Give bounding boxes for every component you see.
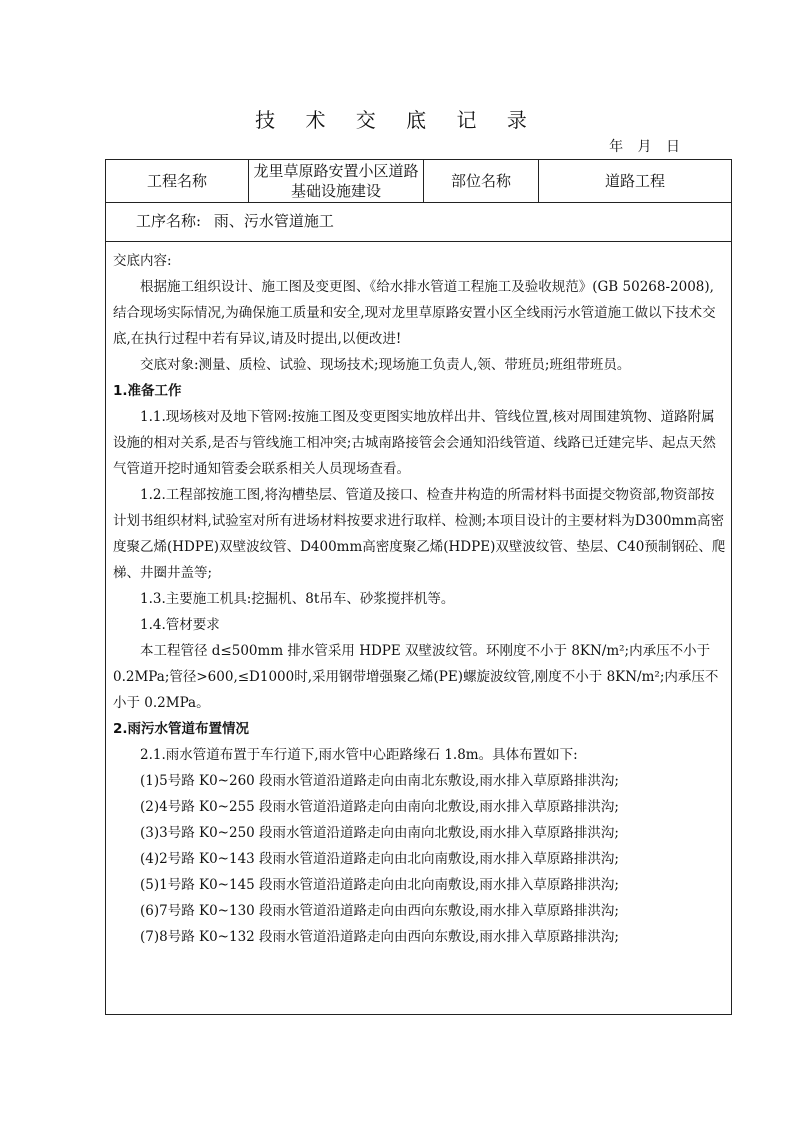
list-item: (7)8号路 K0~132 段雨水管道沿道路走向由西向东敷设,雨水排入草原路排洪沟; (140, 929, 619, 945)
record-table (105, 159, 732, 1015)
section-2-heading: 2.雨污水管道布置情况 (113, 721, 250, 737)
date-line: 年 月 日 (609, 139, 680, 155)
list-item: (2)4号路 K0~255 段雨水管道沿道路走向由南向北敷设,雨水排入草原路排洪沟; (140, 799, 619, 815)
divider (106, 202, 731, 203)
list-item: (3)3号路 K0~250 段雨水管道沿道路走向由南向北敷设,雨水排入草原路排洪沟; (140, 825, 619, 841)
section-1-heading: 1.准备工作 (113, 383, 182, 399)
pipe-requirements: 本工程管径 d≤500mm 排水管采用 HDPE 双壁波纹管。环刚度不小于 8KN/m²;内承压不小于 0.2MPa;管径>600,≤D1000时,采用钢带增强聚乙烯(PE)螺旋波纹管,刚度不小于 8KN/m²;内承压不小于 0.2MPa。 (113, 643, 719, 711)
section-1-3: 1.3.主要施工机具:挖掘机、8t吊车、砂浆搅拌机等。 (140, 591, 455, 607)
part-name-label: 部位名称 (450, 172, 511, 190)
part-name-value: 道路工程 (604, 172, 665, 190)
list-item: (4)2号路 K0~143 段雨水管道沿道路走向由北向南敷设,雨水排入草原路排洪沟; (140, 851, 619, 867)
process-label: 工序名称: (136, 212, 202, 230)
content-label: 交底内容: (113, 253, 172, 269)
disclosure-content (113, 248, 726, 950)
targets-paragraph: 交底对象:测量、质检、试验、现场技术;现场施工负责人,领、带班员;班组带班员。 (140, 357, 631, 373)
section-1-2: 1.2.工程部按施工图,将沟槽垫层、管道及接口、检查井构造的所需材料书面提交物资部,物资部按计划书组织材料,试验室对所有进场材料按要求进行取样、检测;本项目设计的主要材料为D300mm高密度聚乙烯(HDPE)双壁波纹管、D400mm高密度聚乙烯(HDPE)双壁波纹管、垫层、C40预制钢砼、爬梯、井圈井盖等; (113, 487, 726, 581)
divider (106, 241, 731, 242)
list-item: (1)5号路 K0~260 段雨水管道沿道路走向由南北东敷设,雨水排入草原路排洪沟; (140, 773, 619, 789)
list-item: (6)7号路 K0~130 段雨水管道沿道路走向由西向东敷设,雨水排入草原路排洪沟; (140, 903, 619, 919)
list-item: (5)1号路 K0~145 段雨水管道沿道路走向由北向南敷设,雨水排入草原路排洪沟; (140, 877, 619, 893)
section-1-4: 1.4.管材要求 (140, 617, 220, 633)
process-value: 雨、污水管道施工 (213, 212, 334, 230)
section-2-1: 2.1.雨水管道布置于车行道下,雨水管中心距路缘石 1.8m。具体布置如下: (140, 747, 578, 763)
intro-paragraph: 根据施工组织设计、施工图及变更图、《给水排水管道工程施工及验收规范》(GB 50268-2008),结合现场实际情况,为确保施工质量和安全,现对龙里草原路安置小区全线雨污水管道施工做以下技术交底,在执行过程中若有异议,请及时提出,以便改进! (113, 279, 716, 347)
project-name-value: 龙里草原路安置小区道路基础设施建设 (253, 162, 419, 200)
process-row (136, 210, 334, 231)
document-title: 技 术 交 底 记 录 (255, 108, 539, 132)
section-1-1: 1.1.现场核对及地下管网:按施工图及变更图实地放样出井、管线位置,核对周围建筑物、道路附属设施的相对关系,是否与管线施工相冲突;古城南路接管会会通知沿线管道、线路已迁建完毕、起点天然气管道开挖时通知管委会联系相关人员现场查看。 (113, 409, 716, 477)
project-name-label: 工程名称 (146, 172, 207, 190)
